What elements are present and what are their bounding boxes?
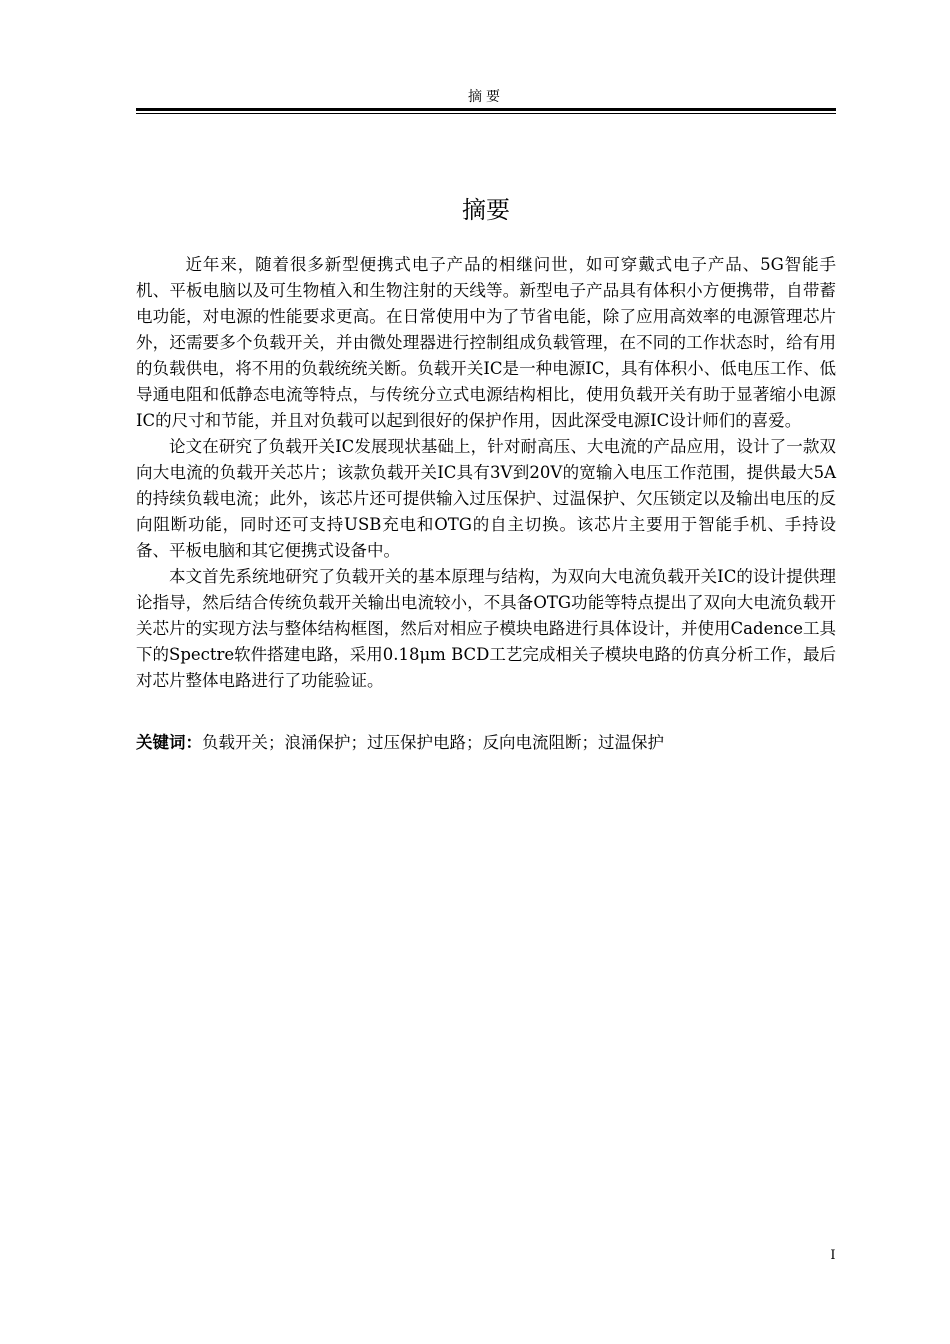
keywords-line (136, 730, 836, 756)
keywords-text: 负载开关；浪涌保护；过压保护电路；反向电流阻断；过温保护 (202, 733, 664, 752)
page-title: 摘要 (462, 196, 510, 224)
header-rule-thin (136, 113, 836, 114)
keywords-label: 关键词： (136, 733, 202, 752)
abstract-body (136, 252, 836, 694)
header-rule-thick (136, 108, 836, 111)
page-number: I (830, 1248, 836, 1263)
abstract-paragraph-2: 论文在研究了负载开关IC发展现状基础上，针对耐高压、大电流的产品应用，设计了一款双向大电流的负载开关芯片；该款负载开关IC具有3V到20V的宽输入电压工作范围，提供最大5A的持续负载电流；此外，该芯片还可提供输入过压保护、过温保护、欠压锁定以及输出电压的反向阻断功能，同时还可支持USB充电和OTG的自主切换。该芯片主要用于智能手机、手持设备、平板电脑和其它便携式设备中。 (136, 437, 836, 560)
abstract-paragraph-1: 近年来，随着很多新型便携式电子产品的相继问世，如可穿戴式电子产品、5G智能手机、平板电脑以及可生物植入和生物注射的天线等。新型电子产品具有体积小方便携带，自带蓄电功能，对电源的性能要求更高。在日常使用中为了节省电能，除了应用高效率的电源管理芯片外，还需要多个负载开关，并由微处理器进行控制组成负载管理，在不同的工作状态时，给有用的负载供电，将不用的负载统统关断。负载开关IC是一种电源IC，具有体积小、低电压工作、低导通电阻和低静态电流等特点，与传统分立式电源结构相比，使用负载开关有助于显著缩小电源IC的尺寸和节能，并且对负载可以起到很好的保护作用，因此深受电源IC设计师们的喜爱。 (136, 255, 836, 430)
abstract-paragraph-3: 本文首先系统地研究了负载开关的基本原理与结构，为双向大电流负载开关IC的设计提供理论指导，然后结合传统负载开关输出电流较小，不具备OTG功能等特点提出了双向大电流负载开关芯片的实现方法与整体结构框图，然后对相应子模块电路进行具体设计，并使用Cadence工具下的Spectre软件搭建电路，采用0.18μm BCD工艺完成相关子模块电路的仿真分析工作，最后对芯片整体电路进行了功能验证。 (136, 567, 836, 690)
running-header: 摘要 (468, 89, 504, 105)
